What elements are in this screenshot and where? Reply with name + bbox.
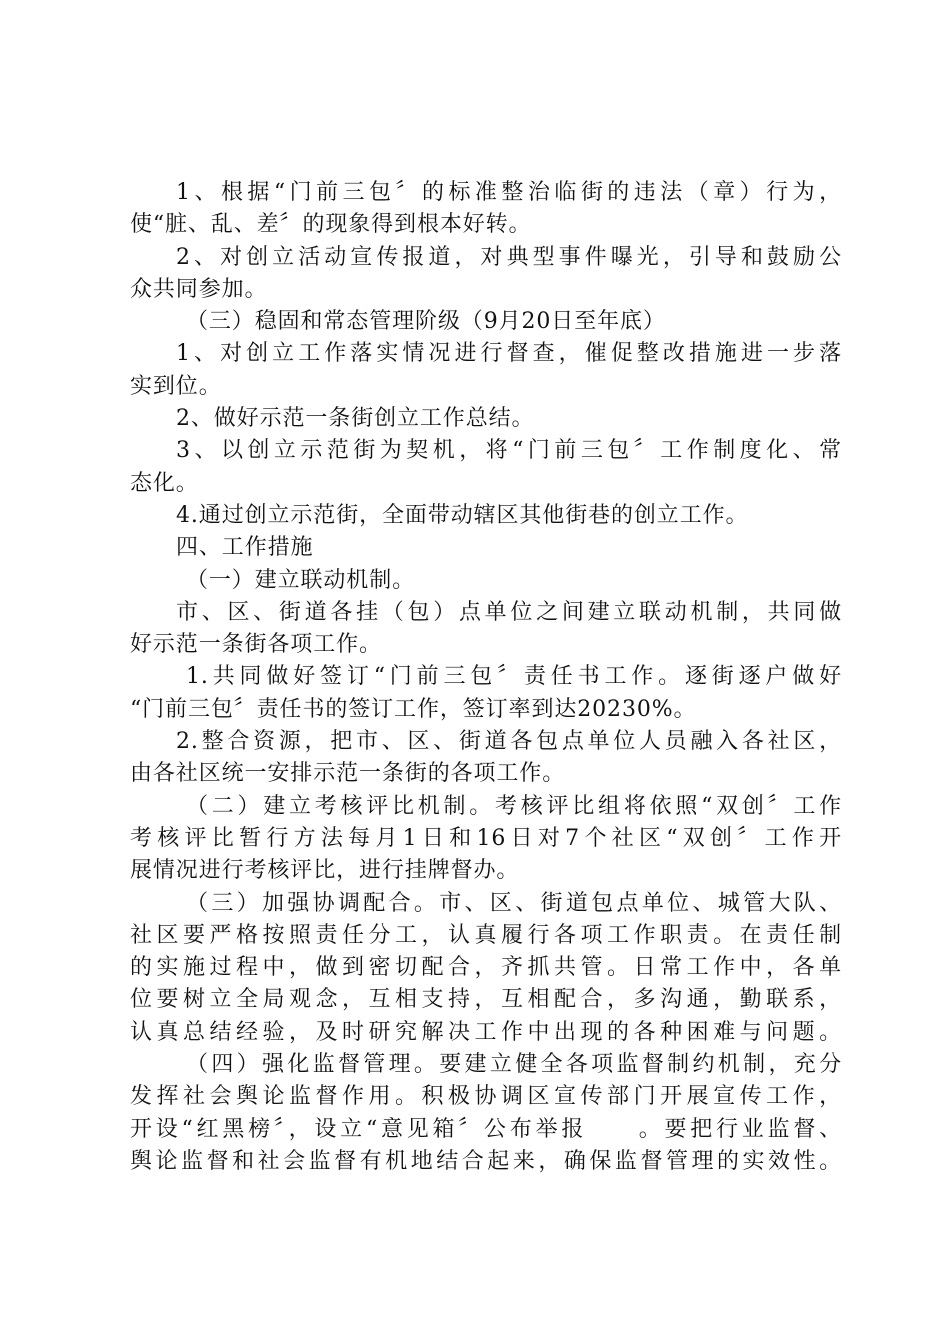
text-line: 舆论监督和社会监督有机地结合起来，确保监督管理的实效性。 (130, 1148, 842, 1174)
text-line: 2、做好示范一条街创立工作总结。 (176, 406, 535, 432)
section-heading: （三）稳固和常态管理阶级（9月20日至年底） (186, 309, 666, 335)
text-line: 发挥社会舆论监督作用。积极协调区宣传部门开展宣传工作， (130, 1084, 842, 1110)
text-line: 展情况进行考核评比，进行挂牌督办。 (130, 858, 520, 884)
text-line: （四）强化监督管理。要建立健全各项监督制约机制，充分 (186, 1052, 842, 1078)
text-line: 好示范一条街各项工作。 (130, 632, 382, 658)
text-line: 的实施过程中，做到密切配合，齐抓共管。日常工作中，各单 (130, 955, 842, 981)
text-line: 社区要严格按照责任分工，认真履行各项工作职责。在责任制 (130, 922, 842, 948)
text-line: 态化。 (130, 470, 199, 496)
text-line: 实到位。 (130, 373, 222, 399)
text-line: 众共同参加。 (130, 276, 268, 302)
text-line: 1、对创立工作落实情况进行督查，催促整改措施进一步落 (176, 341, 842, 367)
text-line: “门前三包〞责任书的签订工作，签订率到达20230%。 (130, 696, 697, 722)
text-line: 4.通过创立示范街，全面带动辖区其他街巷的创立工作。 (176, 502, 749, 528)
text-line: 3、以创立示范街为契机，将“门前三包〞工作制度化、常 (176, 438, 842, 464)
text-line: 2.整合资源，把市、区、街道各包点单位人员融入各社区， (176, 729, 842, 755)
text-line: 2、对创立活动宣传报道，对典型事件曝光，引导和鼓励公 (176, 244, 842, 270)
text-line: 开设“红黑榜〞，设立“意见箱〞公布举报 。要把行业监督、 (130, 1116, 842, 1142)
text-line: 考核评比暂行方法每月1日和16日对7个社区“双创〞工作开 (130, 825, 842, 851)
document-body (130, 177, 842, 1178)
text-line: 认真总结经验，及时研究解决工作中出现的各种困难与问题。 (130, 1019, 842, 1045)
text-line: 由各社区统一安排示范一条街的各项工作。 (130, 761, 566, 787)
section-heading: （一）建立联动机制。 (186, 567, 416, 593)
text-line: 位要树立全局观念，互相支持，互相配合，多沟通，勤联系， (130, 987, 842, 1013)
text-line: 市、区、街道各挂（包）点单位之间建立联动机制，共同做 (176, 599, 842, 625)
text-line: 1、根据“门前三包〞的标准整治临街的违法（章）行为， (176, 180, 842, 205)
text-line: （二）建立考核评比机制。考核评比组将依照“双创〞工作 (186, 793, 842, 819)
text-line: 1.共同做好签订“门前三包〞责任书工作。逐街逐户做好 (186, 664, 842, 690)
text-line: （三）加强协调配合。市、区、街道包点单位、城管大队、 (186, 890, 842, 916)
text-line: 使“脏、乱、差〞的现象得到根本好转。 (130, 212, 532, 238)
section-heading: 四、工作措施 (176, 535, 314, 561)
